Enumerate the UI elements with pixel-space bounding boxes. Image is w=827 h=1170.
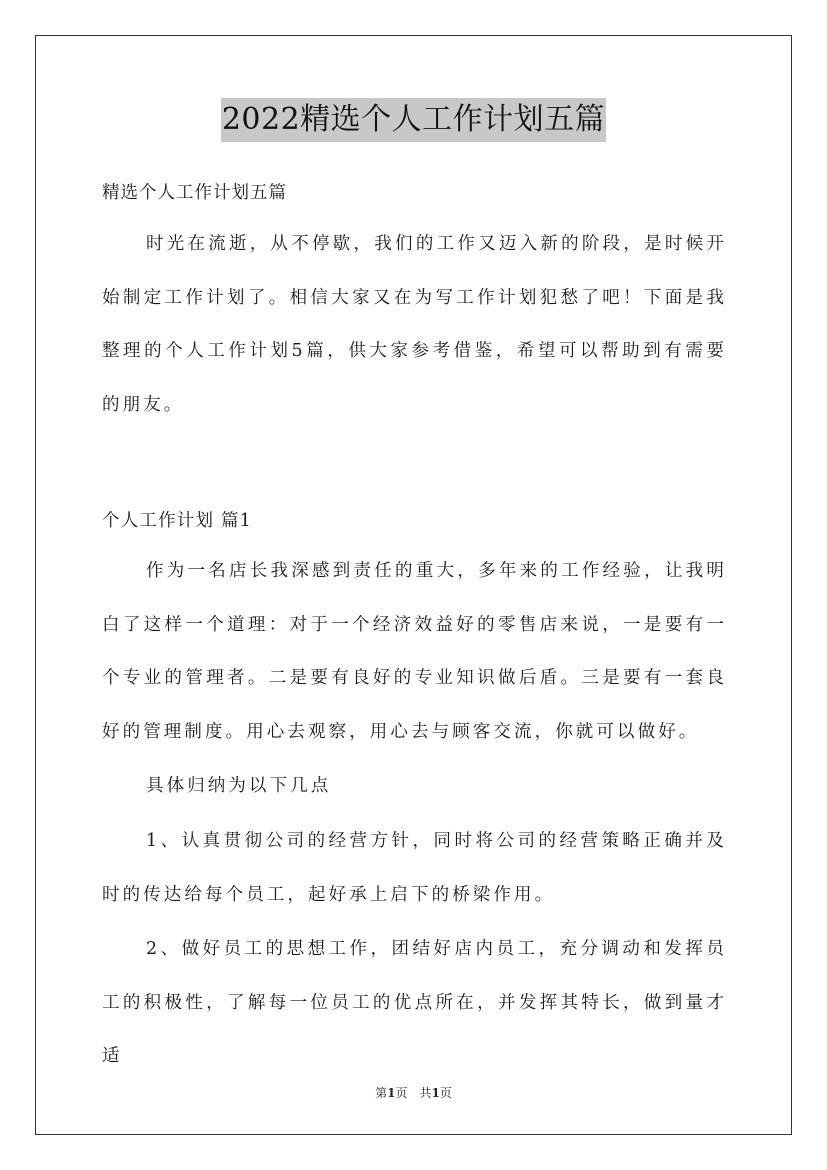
section-heading-1: 个人工作计划 篇1 [102, 511, 252, 531]
footer-page-total: 1 [431, 1086, 440, 1100]
section1-paragraph-3: 1、认真贯彻公司的经营方针，同时将公司的经营策略正确并及时的传达给每个员工，起好承上启下的桥梁作用。 [102, 831, 727, 905]
footer-page-suffix: 页 [439, 1086, 452, 1100]
section1-paragraph-1: 作为一名店长我深感到责任的重大，多年来的工作经验，让我明白了这样一个道理：对于一个经济效益好的零售店来说，一是要有一个专业的管理者。二是要有良好的专业知识做后盾。三是要有一套良好的管理制度。用心去观察，用心去与顾客交流，你就可以做好。 [102, 561, 727, 742]
section1-paragraph-4: 2、做好员工的思想工作，团结好店内员工，充分调动和发挥员工的积极性，了解每一位员工的优点所在，并发挥其特长，做到量才适 [102, 939, 727, 1066]
footer-page-number: 1 [387, 1086, 396, 1100]
section1-paragraph-2: 具体归纳为以下几点 [146, 776, 332, 796]
document-title: 2022精选个人工作计划五篇 [221, 98, 606, 142]
page-footer [0, 1083, 827, 1103]
title-container [0, 98, 827, 142]
document-subtitle: 精选个人工作计划五篇 [102, 183, 287, 203]
intro-paragraph: 时光在流逝，从不停歇，我们的工作又迈入新的阶段，是时候开始制定工作计划了。相信大家又在为写工作计划犯愁了吧！下面是我整理的个人工作计划5篇，供大家参考借鉴，希望可以帮助到有需要的朋友。 [102, 234, 727, 415]
footer-page-mid: 页 共 [395, 1086, 432, 1100]
footer-page-prefix: 第 [375, 1086, 388, 1100]
